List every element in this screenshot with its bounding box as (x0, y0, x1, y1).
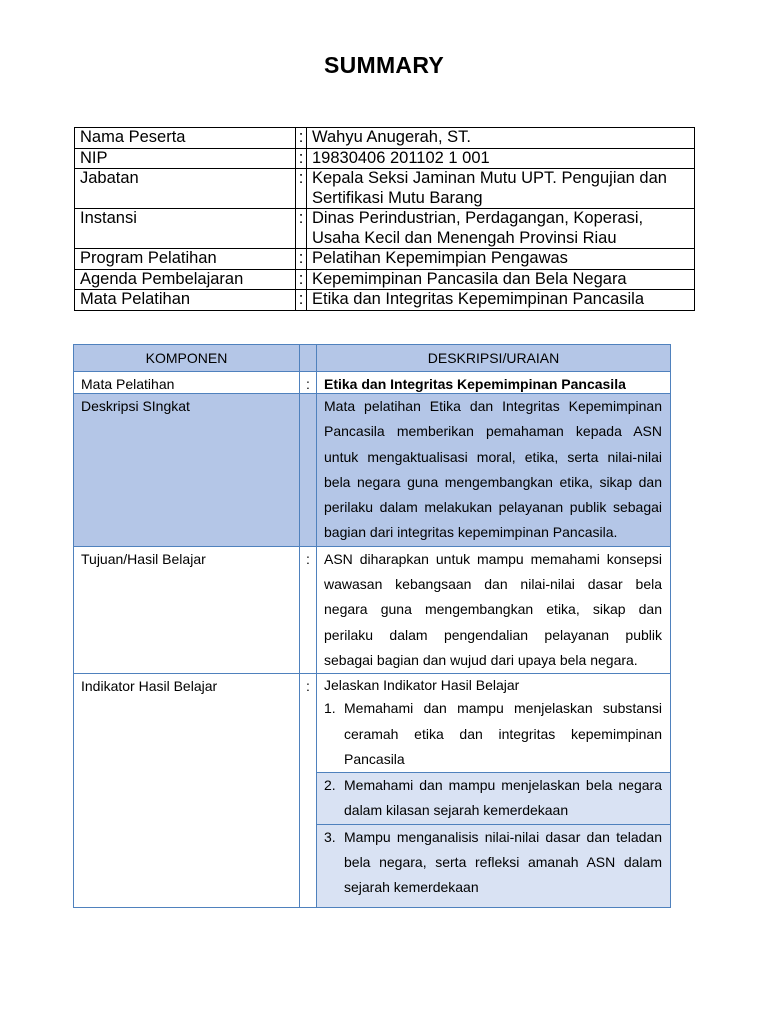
info-value: Kepala Seksi Jaminan Mutu UPT. Pengujian dan Sertifikasi Mutu Barang (307, 169, 695, 209)
info-row (75, 128, 695, 149)
component-row-deskripsi (74, 394, 671, 547)
component-label: Tujuan/Hasil Belajar (74, 546, 300, 673)
component-header-row (74, 345, 671, 372)
component-table (73, 344, 671, 908)
info-label: Agenda Pembelajaran (75, 269, 296, 290)
indicator-text: Memahami dan mampu menjelaskan substansi ceramah etika dan integritas kepemimpinan Pancasila (344, 700, 662, 767)
indicator-text: Mampu menganalisis nilai-nilai dasar dan teladan bela negara, serta refleksi amanah ASN dalam sejarah kemerdekaan (344, 828, 662, 896)
indicator-item (317, 825, 670, 907)
component-value: Etika dan Integritas Kepemimpinan Pancasila (317, 372, 671, 394)
info-value: 19830406 201102 1 001 (307, 148, 695, 169)
component-row-indikator (74, 674, 671, 907)
info-separator: : (296, 249, 307, 270)
info-label: Jabatan (75, 169, 296, 209)
indicator-number: 1. (324, 700, 336, 717)
component-separator: : (300, 372, 317, 394)
info-separator: : (296, 290, 307, 311)
component-value: Mata pelatihan Etika dan Integritas Kepemimpinan Pancasila memberikan pemahaman kepada ASN untuk mengaktualisasi moral, etika, serta nilai-nilai bela negara guna mengembangkan etika, sikap dan perilaku dalam melakukan pelayanan publik sebagai bagian dari integritas kepemimpinan Pancasila. (324, 398, 662, 541)
info-separator: : (296, 148, 307, 169)
indicator-number: 3. (324, 828, 336, 845)
info-value: Pelatihan Kepemimpian Pengawas (307, 249, 695, 270)
component-value-cell (317, 394, 671, 547)
info-value: Dinas Perindustrian, Perdagangan, Koperasi, Usaha Kecil dan Menengah Provinsi Riau (307, 209, 695, 249)
component-label: Mata Pelatihan (74, 372, 300, 394)
info-label: Nama Peserta (75, 128, 296, 149)
participant-info-table (74, 127, 695, 311)
component-value: ASN diharapkan untuk mampu memahami konsepsi wawasan kebangsaan dan nilai-nilai dasar bela negara guna mengembangkan etika, sikap dan perilaku dalam pengendalian pelayanan publik sebagai bagian dan wujud dari upaya bela negara. (324, 550, 662, 668)
info-row (75, 249, 695, 270)
info-separator: : (296, 169, 307, 209)
info-label: NIP (75, 148, 296, 169)
component-separator (300, 394, 317, 547)
info-row (75, 148, 695, 169)
component-row-tujuan (74, 546, 671, 673)
component-label: Indikator Hasil Belajar (74, 674, 300, 907)
info-row (75, 209, 695, 249)
info-label: Program Pelatihan (75, 249, 296, 270)
indicator-number: 2. (324, 777, 336, 794)
component-value-cell (317, 546, 671, 673)
indicator-text: Memahami dan mampu menjelaskan bela negara dalam kilasan sejarah kemerdekaan (344, 777, 662, 819)
page-title: SUMMARY (323, 52, 445, 78)
indicator-item (317, 773, 670, 824)
component-value-cell (317, 674, 671, 907)
info-label: Mata Pelatihan (75, 290, 296, 311)
info-row (75, 169, 695, 209)
info-value: Wahyu Anugerah, ST. (307, 128, 695, 149)
info-separator: : (296, 128, 307, 149)
header-komponen: KOMPONEN (74, 345, 300, 372)
info-row (75, 269, 695, 290)
component-separator: : (300, 546, 317, 673)
header-separator (300, 345, 317, 372)
indicator-intro: Jelaskan Indikator Hasil Belajar (324, 677, 520, 694)
info-label: Instansi (75, 209, 296, 249)
header-deskripsi: DESKRIPSI/URAIAN (317, 345, 671, 372)
component-label: Deskripsi SIngkat (74, 394, 300, 547)
info-row (75, 290, 695, 311)
info-separator: : (296, 269, 307, 290)
info-value: Etika dan Integritas Kepemimpinan Pancasila (307, 290, 695, 311)
info-value: Kepemimpinan Pancasila dan Bela Negara (307, 269, 695, 290)
component-separator: : (300, 674, 317, 907)
indicator-item (324, 696, 662, 772)
info-separator: : (296, 209, 307, 249)
component-row-mata-pelatihan (74, 372, 671, 394)
